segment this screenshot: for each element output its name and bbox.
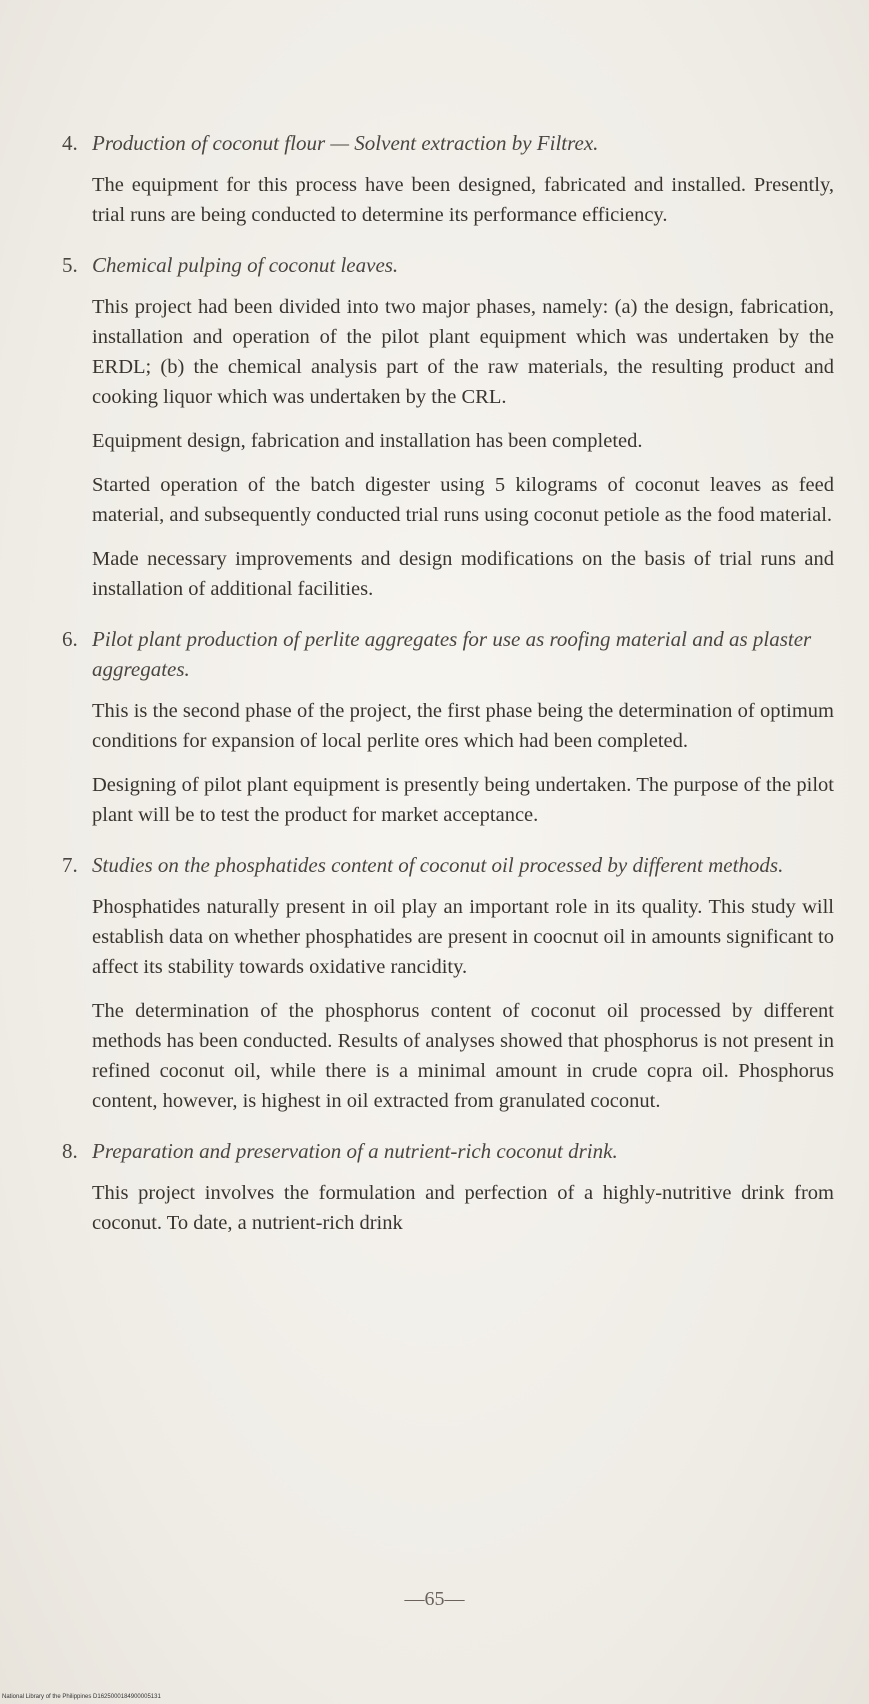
section-number: 4. [62,131,78,155]
paragraph: The determination of the phosphorus content of coconut oil processed by different methods has been conducted. Results of analyses showed that phosphorus is not present in refined coconut oil, while there is a minimal amount in crude copra oil. Phosphorus content, however, is highest in oil extracted from granulated coconut. [92,1000,834,1112]
section-title: Preparation and preservation of a nutrient-rich coconut drink. [92,1139,618,1163]
section-number: 5. [62,253,78,277]
section-number: 7. [62,853,78,877]
section-number: 8. [62,1139,78,1163]
paragraph: Made necessary improvements and design modifications on the basis of trial runs and installation of additional facilities. [92,548,834,600]
paragraph: This project had been divided into two major phases, namely: (a) the design, fabrication, installation and operation of the pilot plant equipment which was undertaken by the ERDL; (b) the chemical analysis part of the raw materials, the resulting product and cooking liquor which was undertaken by the CRL. [92,296,834,408]
page-number: —65— [404,1588,465,1610]
page-body [62,128,834,1252]
paragraph: The equipment for this process have been designed, fabricated and installed. Presently, trial runs are being conducted to determine its performance efficiency. [92,174,834,226]
paragraph: This is the second phase of the project, the first phase being the determination of optimum conditions for expansion of local perlite ores which had been completed. [92,700,834,752]
section-title: Pilot plant production of perlite aggregates for use as roofing material and as plaster aggregates. [92,627,812,681]
section-title: Production of coconut flour — Solvent extraction by Filtrex. [92,131,599,155]
section-heading-4 [62,128,834,158]
section-title: Studies on the phosphatides content of coconut oil processed by different methods. [92,853,784,877]
paragraph: Started operation of the batch digester using 5 kilograms of coconut leaves as feed material, and subsequently conducted trial runs using coconut petiole as the food material. [92,474,834,526]
paragraph: This project involves the formulation and perfection of a highly-nutritive drink from coconut. To date, a nutrient-rich drink [92,1182,834,1234]
library-footer: National Library of the Philippines D1625000184900005131 [2,1694,161,1700]
section-number: 6. [62,627,78,651]
paragraph: Equipment design, fabrication and installation has been completed. [92,430,643,452]
section-heading-6 [62,624,834,684]
section-title: Chemical pulping of coconut leaves. [92,253,399,277]
paragraph: Designing of pilot plant equipment is presently being undertaken. The purpose of the pilot plant will be to test the product for market acceptance. [92,774,834,826]
section-heading-7 [62,850,834,880]
section-heading-5 [62,250,834,280]
section-heading-8 [62,1136,834,1166]
paragraph: Phosphatides naturally present in oil play an important role in its quality. This study will establish data on whether phosphatides are present in coocnut oil in amounts significant to affect its stability towards oxidative rancidity. [92,896,834,978]
